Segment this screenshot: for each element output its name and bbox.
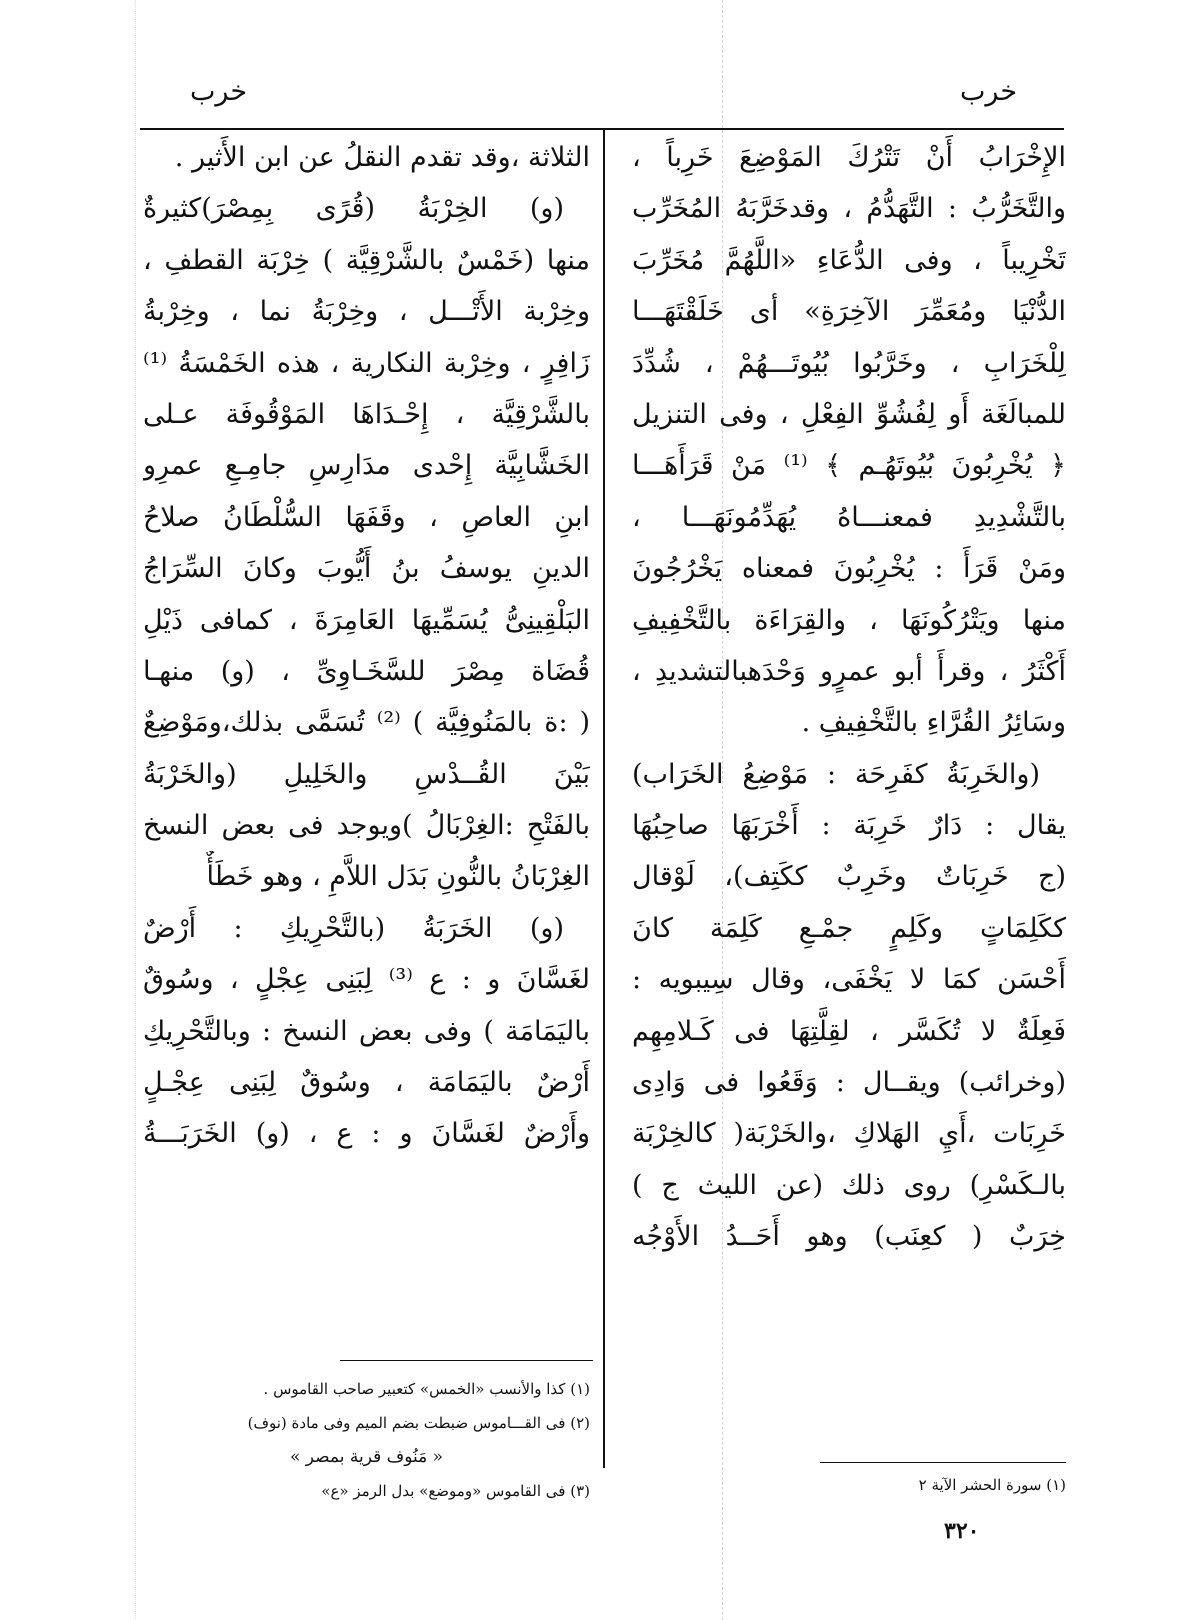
text-line: لغَسَّانَ و : ع ⁽³⁾ لِبَنِى عِجْلٍ ، وسُوقٌ	[143, 964, 590, 996]
right-column	[632, 132, 1066, 1263]
column-divider	[603, 128, 605, 1468]
text-line: خِرَبٌ ( كعِنَب) وهو أَحَــدُ الأَوْجُه	[632, 1221, 1066, 1253]
text-line: وخِرْبة الأَتْـــل ، وخِرْبَةُ نما ، وخِرْبةُ	[143, 296, 590, 328]
text-line: بَيْنَ القُــدْسِ والخَلِيلِ (والخَرْبَةُ	[143, 758, 590, 790]
text-line: بالشَّرْقِيَّة ، إِحْـدَاهَا المَوْقُوفَة عـلى	[143, 398, 590, 430]
text-line: (وخرائب) ويقــال : وَقَعُوا فى وَادِى	[632, 1067, 1066, 1099]
footnote-rule	[820, 1462, 1066, 1463]
text-line: الإِخْرَابُ أَنْ تَتْرُكَ المَوْضِعَ خَرِباً ،	[632, 142, 1066, 173]
text-line: بالتَّشْدِيدِ فمعنـــاهُ يُهَدِّمُونَهَـــا ،	[632, 501, 1066, 533]
footnote: (١) سورة الحشر الآية ٢	[918, 1476, 1066, 1494]
footnote-continuation: « مَنُوف قرية بمصر »	[289, 1447, 444, 1467]
text-line: زَافِرٍ ، وخِرْبة النكارية ، هذه الخَمْسَةُ ⁽¹⁾	[143, 347, 590, 379]
text-line: ﴿ يُخْرِبُونَ بُيُوتَهُـم ﴾ ⁽¹⁾ مَنْ قَرَأَهَـــا	[632, 450, 1066, 482]
text-line: (ج خَرِبَاتٌ وخَرِبٌ ككَتِف)، لَوْقال	[632, 861, 1066, 893]
text-line: ومَنْ قَرَأَ : يُخْرِبُونَ فمعناه يَخْرُجُونَ	[632, 553, 1066, 585]
running-head-right: خرب	[960, 76, 1018, 107]
footnote: (٣) فى القاموس «وموضع» بدل الرمز «ع»	[321, 1482, 590, 1500]
text-line: تَخْرِيباً ، وفى الدُّعَاءِ «اللَّهُمَّ مُخَرِّبَ	[632, 244, 1066, 276]
footnote: (١) كذا والأنسب «الخمس» كتعبير صاحب القاموس .	[263, 1380, 590, 1398]
text-line: للمبالَغَة أَو لِفُشُوِّ الفِعْلِ ، وفى التنزيل	[632, 398, 1066, 430]
left-column	[143, 132, 590, 1160]
text-line: الغِرْبَانُ بالنُّونِ بَدَل اللاَّمِ ، وهو خَطَأٌ	[206, 861, 590, 893]
text-line: ( :ة بالمَنُوفِيَّة ) ⁽²⁾ تُسَمَّى بذلك،ومَوْضِعٌ	[143, 707, 590, 739]
text-line: الدينِ يوسفُ بنُ أَيُّوبَ وكانَ السِّرَاجُ	[143, 553, 590, 585]
text-line: أَرْضٌ باليَمَامَة ، وسُوقٌ لِبَنِى عِجْـلٍ	[143, 1067, 590, 1099]
text-line: الدُّنْيَا ومُعَمِّرَ الآخِرَةِ» أى خَلَقْتَهَـــا	[632, 296, 1066, 328]
text-line: بالـكَسْرِ) روى ذلك (عن الليث ج )	[632, 1169, 1066, 1201]
text-line: أَحْسَن كمَا لا يَخْفَى، وقال سِيبويه :	[632, 964, 1066, 996]
text-line: قُضَاة مِصْرَ للسَّخَـاوِىِّ ، (و) منهـا	[143, 655, 590, 687]
text-line: وأَرْضٌ لغَسَّانَ و : ع ، (و) الخَرَبَـــةُ	[143, 1118, 590, 1150]
text-line: ابنِ العاصِ ، وقَفَهَا السُّلْطَانُ صلاحُ	[143, 501, 590, 533]
entry-headword-line: (و) الخَرَبَةُ (بالتَّحْرِيكِ : أَرْضٌ	[143, 912, 564, 944]
text-line: بالفَتْحِ :الغِرْبَالُ )ويوجد فى بعض النسخ	[143, 810, 590, 842]
footnote: (٢) فى القـــاموس ضبطت بضم الميم وفى مادة (نوف)	[247, 1414, 590, 1432]
text-line: خَرِبَات ،أَيِ الهَلاكِ ،والخَرْبَة( كالخِرْبَة	[632, 1118, 1066, 1150]
text-line: ككَلِمَاتٍ وكَلِمٍ جمْـعِ كَلِمَة كانَ	[632, 912, 1066, 944]
footnote-rule	[340, 1360, 593, 1361]
text-line: الخَشَّابِيَّة إِحْدى مدَارِسِ جامِـعِ عمرِو	[143, 450, 590, 482]
text-line: والتَّخَرُّبُ : التَّهَدُّمُ ، وقدخَرَّبَهُ المُخَرِّب	[632, 193, 1066, 225]
entry-headword-line: (والخَرِبَةُ كفَرِحَة : مَوْضِعُ الخَرَاب)	[632, 758, 1040, 790]
text-line: منها ويَتْرُكُونَهَا ، والقِرَاءَة بالتَّخْفِيفِ	[632, 604, 1066, 636]
page-number: ٣٢٠	[944, 1518, 980, 1544]
text-line: الثلاثة ،وقد تقدم النقلُ عن ابن الأَثير .	[174, 142, 590, 173]
text-line: باليَمَامَة ) وفى بعض النسخ : وبالتَّحْرِيكِ	[143, 1015, 590, 1047]
entry-headword-line: (و) الخِرْبَةُ (قُرًى بِمِصْرَ)كثيرةٌ	[143, 193, 564, 225]
text-line: يقال : دَارٌ خَرِبَة : أَخْرَبَهَا صاحِبُهَا	[632, 810, 1066, 842]
right-footnotes	[780, 1470, 1066, 1500]
text-line: أَكْثَرُ ، وقرأَ أبو عمرٍو وَحْدَهبالتشديدِ ،	[632, 655, 1066, 687]
left-footnotes	[143, 1372, 590, 1508]
text-line: منها (خَمْسٌ بالشَّرْقِيَّة ) خِرْبَة القطفِ ،	[143, 244, 590, 276]
text-line: وسَائِرُ القُرَّاءِ بالتَّخْفِيفِ .	[801, 707, 1066, 739]
header-rule	[140, 128, 1064, 130]
text-line: فَعِلَةٌ لا تُكَسَّر ، لقِلَّتِهَا فى كَـلامِهِم	[632, 1015, 1066, 1047]
scan-edge-line	[135, 0, 136, 1620]
text-line: لِلْخَرَابِ ، وخَرَّبُوا بُيُوتَـــهُمْ ، شُدِّدَ	[632, 347, 1066, 379]
text-line: البَلْقِينِىُّ يُسَمِّيهَا العَامِرَةَ ، كمافى ذَيْلِ	[143, 604, 590, 636]
running-head-left: خرب	[190, 76, 248, 107]
